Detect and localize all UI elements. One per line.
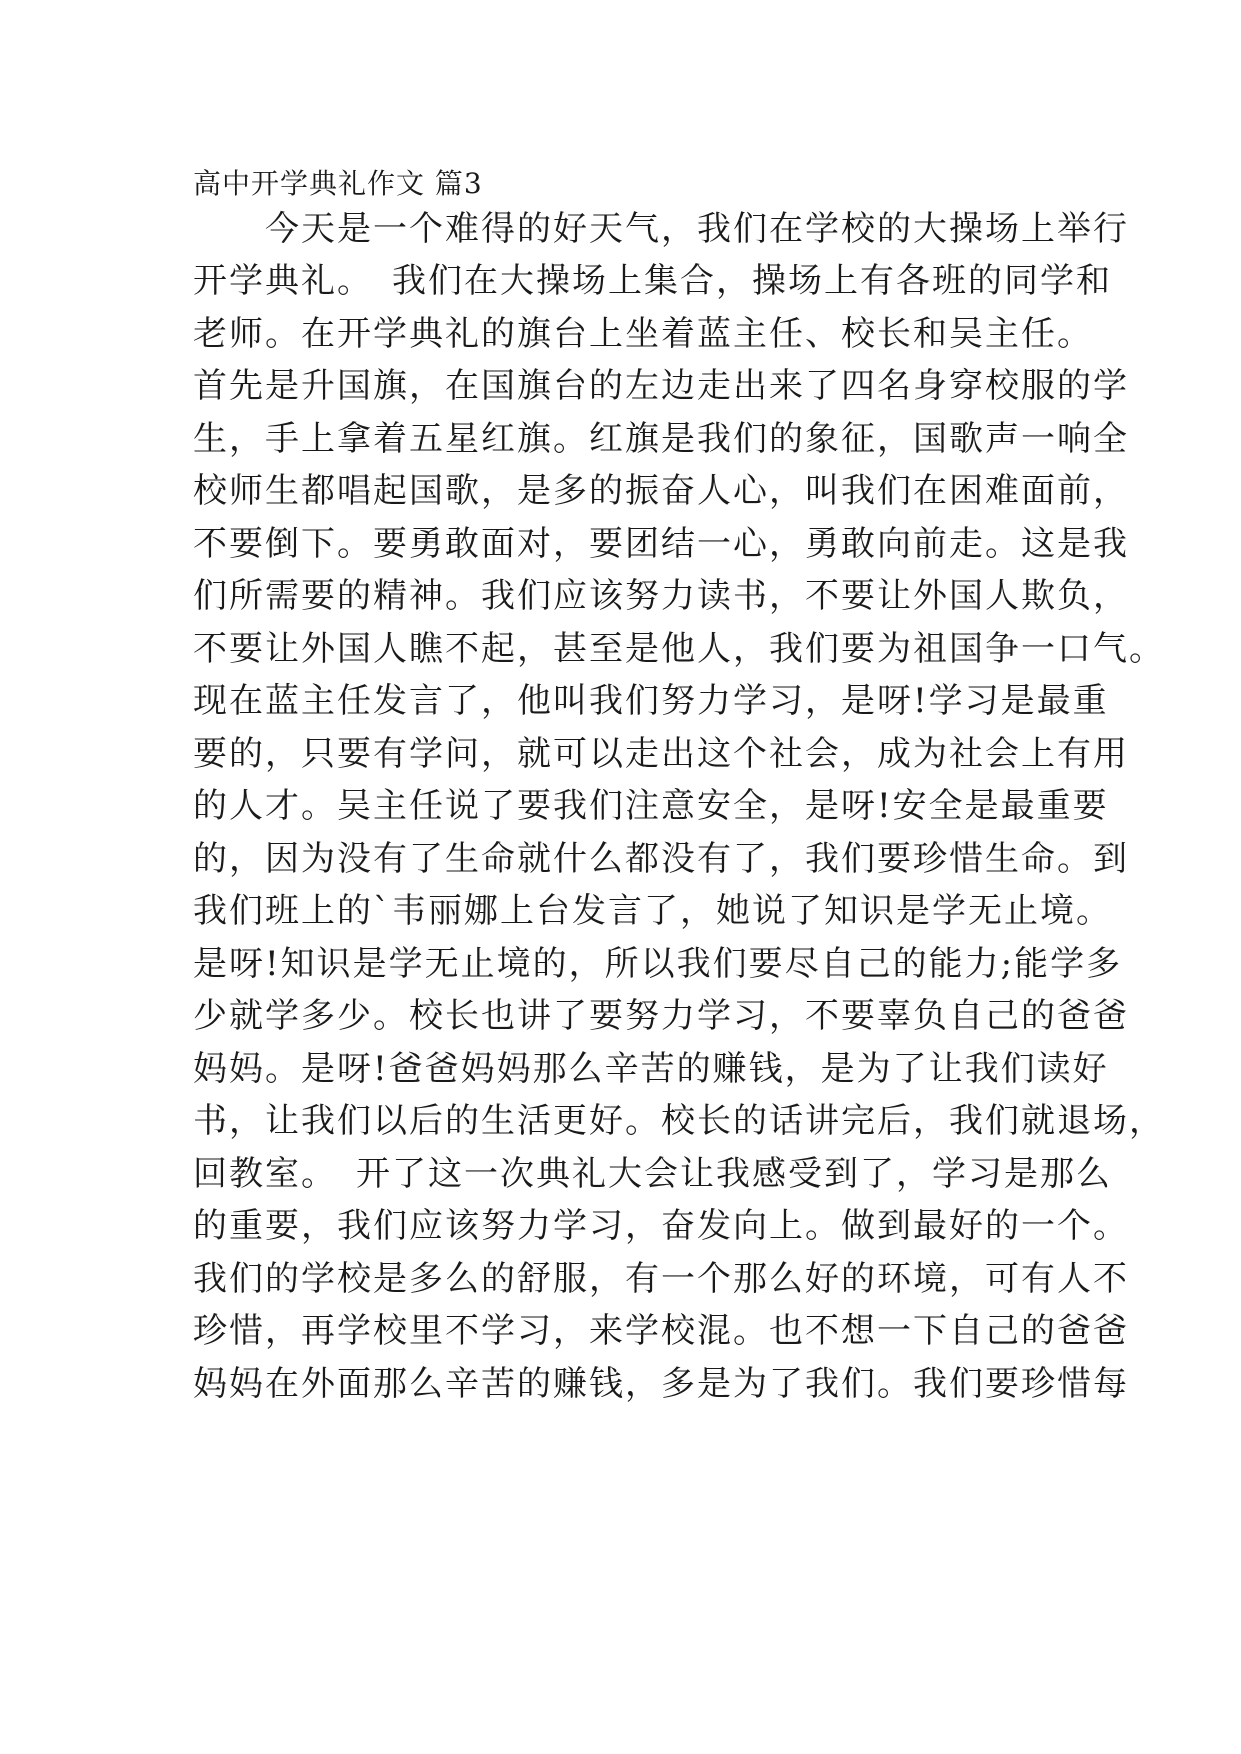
body-line: 的重要，我们应该努力学习，奋发向上。做到最好的一个。	[193, 1206, 1129, 1246]
body-line: 是呀!知识是学无止境的，所以我们要尽自己的能力;能学多	[193, 944, 1123, 984]
body-line: 回教室。 开了这一次典礼大会让我感受到了，学习是那么	[193, 1154, 1112, 1194]
body-line: 校师生都唱起国歌，是多的振奋人心，叫我们在困难面前，	[193, 471, 1129, 511]
body-line: 我们班上的`韦丽娜上台发言了，她说了知识是学无止境。	[193, 891, 1112, 931]
body-line: 珍惜，再学校里不学习，来学校混。也不想一下自己的爸爸	[193, 1311, 1129, 1351]
body-line: 书，让我们以后的生活更好。校长的话讲完后，我们就退场，	[193, 1101, 1165, 1141]
body-line: 少就学多少。校长也讲了要努力学习，不要辜负自己的爸爸	[193, 996, 1129, 1036]
body-line: 妈妈在外面那么辛苦的赚钱，多是为了我们。我们要珍惜每	[193, 1364, 1129, 1404]
body-line: 我们的学校是多么的舒服，有一个那么好的环境，可有人不	[193, 1259, 1129, 1299]
body-line: 首先是升国旗，在国旗台的左边走出来了四名身穿校服的学	[193, 366, 1129, 406]
body-line: 要的，只要有学问，就可以走出这个社会，成为社会上有用	[193, 734, 1129, 774]
document-title: 高中开学典礼作文 篇3	[193, 167, 483, 200]
body-line: 妈妈。是呀!爸爸妈妈那么辛苦的赚钱，是为了让我们读好	[193, 1049, 1109, 1089]
body-line: 开学典礼。 我们在大操场上集合，操场上有各班的同学和	[193, 261, 1112, 301]
body-line: 今天是一个难得的好天气，我们在学校的大操场上举行	[193, 209, 1129, 249]
body-line: 不要倒下。要勇敢面对，要团结一心，勇敢向前走。这是我	[193, 524, 1129, 564]
body-line: 老师。在开学典礼的旗台上坐着蓝主任、校长和吴主任。	[193, 314, 1093, 354]
body-line: 们所需要的精神。我们应该努力读书，不要让外国人欺负，	[193, 576, 1129, 616]
body-line: 生，手上拿着五星红旗。红旗是我们的象征，国歌声一响全	[193, 419, 1129, 459]
body-line: 的人才。吴主任说了要我们注意安全，是呀!安全是最重要	[193, 786, 1109, 826]
body-line: 的，因为没有了生命就什么都没有了，我们要珍惜生命。到	[193, 839, 1129, 879]
body-line: 现在蓝主任发言了，他叫我们努力学习，是呀!学习是最重	[193, 681, 1109, 721]
body-line: 不要让外国人瞧不起，甚至是他人，我们要为祖国争一口气。	[193, 629, 1165, 669]
